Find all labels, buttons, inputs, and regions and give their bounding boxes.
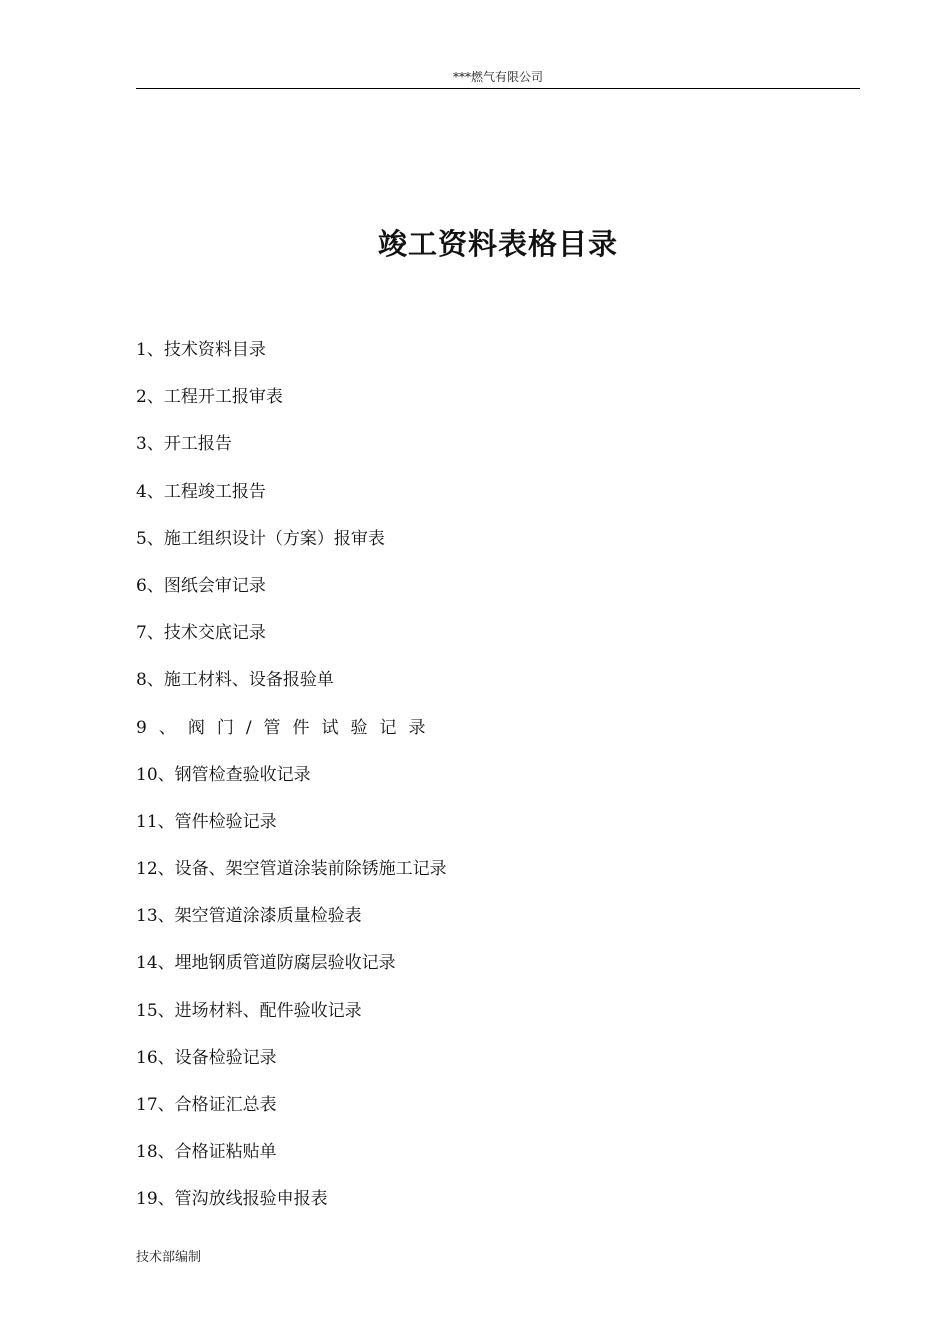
toc-item-17: 17、合格证汇总表 <box>136 1095 277 1115</box>
toc-item-11: 11、管件检验记录 <box>136 811 277 832</box>
toc-item-10: 10、钢管检查验收记录 <box>136 764 311 785</box>
document-title: 竣工资料表格目录 <box>377 227 618 261</box>
toc-item-6: 6、图纸会审记录 <box>136 575 266 596</box>
company-name: ***燃气有限公司 <box>452 70 543 84</box>
toc-item-16: 16、设备检验记录 <box>136 1047 277 1068</box>
toc-item-4: 4、工程竣工报告 <box>136 481 266 502</box>
toc-item-12: 12、设备、架空管道涂装前除锈施工记录 <box>136 859 447 880</box>
page-header <box>136 66 860 89</box>
toc-item-15: 15、进场材料、配件验收记录 <box>136 1000 362 1021</box>
toc-item-1: 1、技术资料目录 <box>136 340 266 360</box>
toc-item-18: 18、合格证粘贴单 <box>136 1142 277 1163</box>
table-of-contents <box>136 337 856 1234</box>
toc-item-5: 5、施工组织设计（方案）报审表 <box>136 528 385 549</box>
toc-item-9: 9、阀门/管件试验记录 <box>136 717 438 738</box>
toc-item-3: 3、开工报告 <box>136 434 232 455</box>
toc-item-14: 14、埋地钢质管道防腐层验收记录 <box>136 953 396 974</box>
toc-item-7: 7、技术交底记录 <box>136 623 266 644</box>
toc-item-8: 8、施工材料、设备报验单 <box>136 670 334 691</box>
toc-item-2: 2、工程开工报审表 <box>136 387 283 408</box>
toc-item-13: 13、架空管道涂漆质量检验表 <box>136 906 362 927</box>
toc-item-19: 19、管沟放线报验申报表 <box>136 1189 328 1210</box>
page-footer: 技术部编制 <box>136 1250 202 1265</box>
